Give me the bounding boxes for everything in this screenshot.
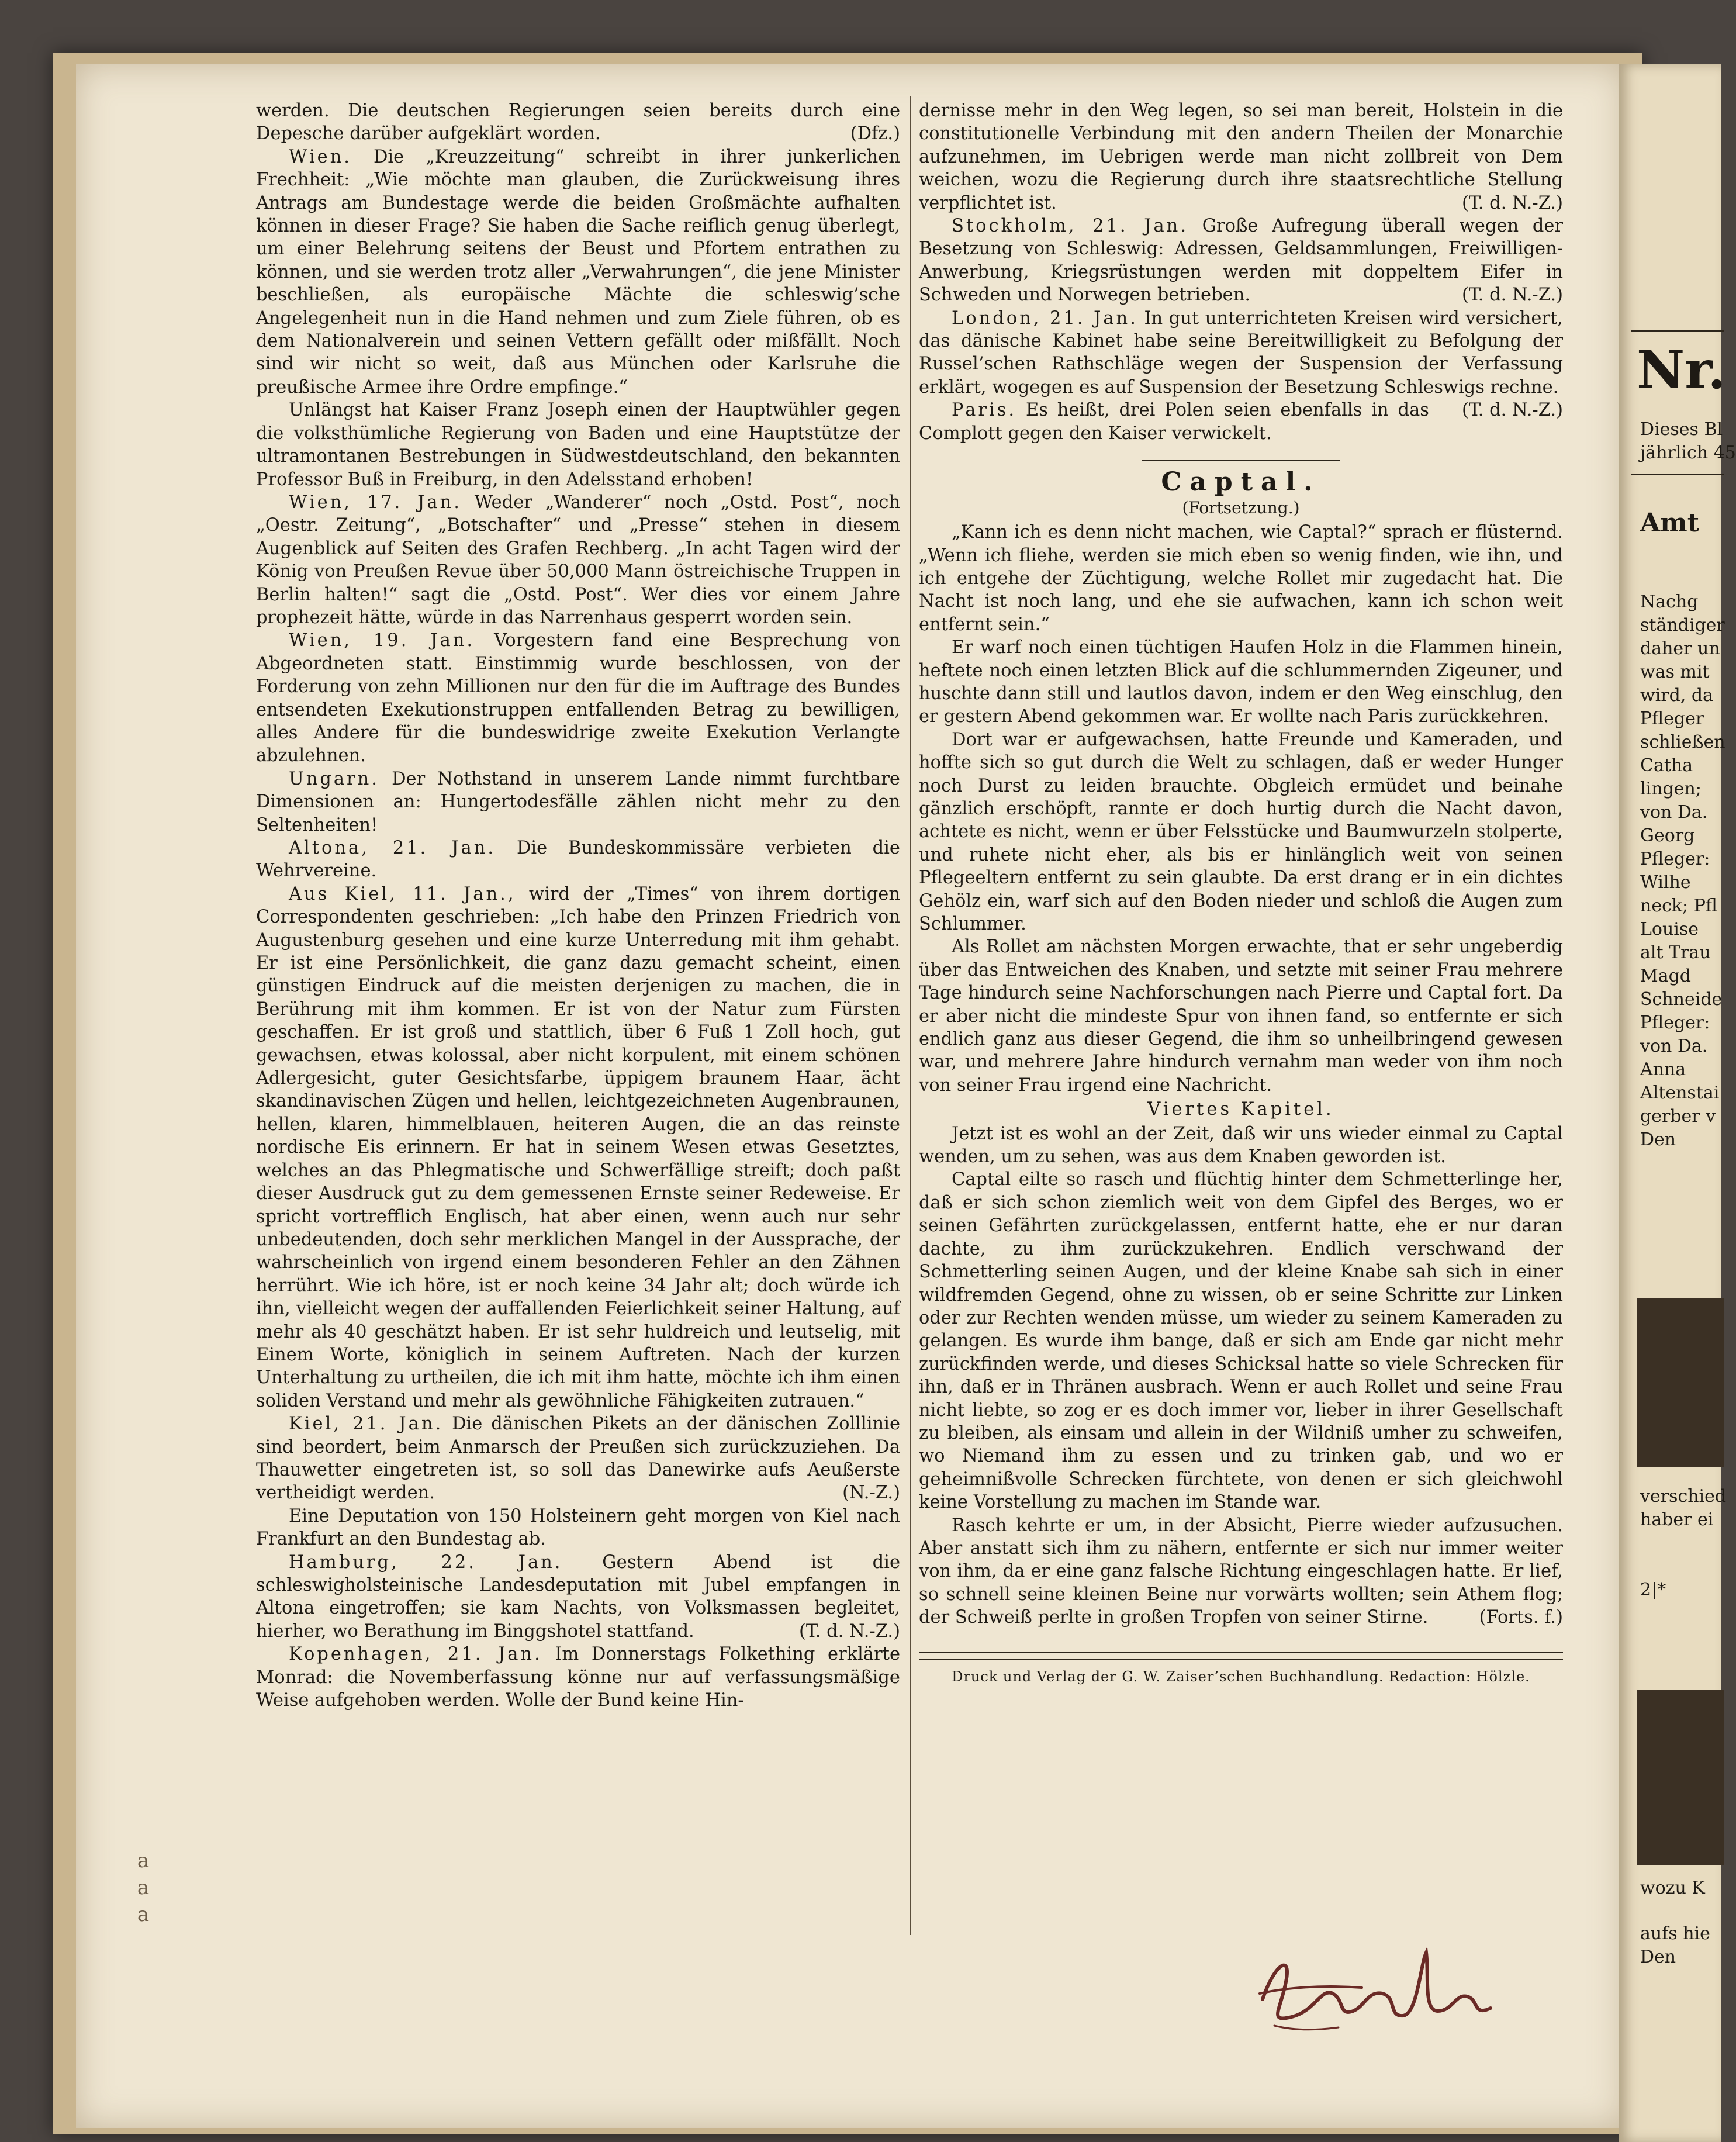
heading-rule [1142, 460, 1340, 461]
source-tag: (Dfz.) [850, 123, 900, 144]
news-paragraph: Wien, 19. Jan. Vorgestern fand eine Besprechung von Abgeordneten statt. Einstimmig wurde beschlossen, von der Forderung von zehn Millionen nur den für die im Auftrage des Bundes entsendeten Exekutionstruppen entfallenden Betrag zu bewilligen, alles Andere für die bundeswidrige zweite Exekution Verlangte abzulehnen. [256, 630, 900, 766]
margin-mark: a [137, 1849, 150, 1872]
story-paragraph: Dort war er aufgewachsen, hatte Freunde und Kameraden, und hoffte sich so gut durch die Welt zu schlagen, daß er weder Hunger noch Durst zu leiden brauchte. Obgleich ermüdet und beinahe gänzlich erschöpft, rannte er doch hurtig durch die Nacht davon, achtete es nicht, wenn er über Felsstücke und Baumwurzeln stolperte, und ruhete nicht eher, als bis er hinlänglich weit von seinen Pflegeeltern entfernt zu sein glaubte. Da erst drang er in ein dichtes Gehölz ein, warf sich auf den Boden nieder und schloß die Augen zum Schlummer. [919, 729, 1563, 934]
news-paragraph: Aus Kiel, 11. Jan., wird der „Times“ von ihrem dortigen Correspondenten geschrieben: „Ich habe den Prinzen Friedrich von Augustenburg gesehen und eine kurze Unterredung mit ihm gehabt. Er ist eine Persönlichkeit, die ganz dazu gemacht scheint, einen günstigen Eindruck auf die meisten derjenigen zu machen, die in Berührung mit ihm kommen. Er ist von der Natur zum Fürsten geschaffen. Er ist groß und stattlich, über 6 Fuß 1 Zoll hoch, gut gewachsen, etwas kolossal, aber nicht korpulent, mit einem schönen Adlergesicht, guter Gesichtsfarbe, üppigem braunem Haar, ächt skandinavischen Zügen und hellen, leichtgezeichneten Augenbraunen, hellen, klaren, himmelblauen, heiteren Augen, die an das reinste nordische Eis erinnern. Er hat in seinem Wesen etwas Gesetztes, welches an das Phlegmatische und Schwerfällige streift; doch paßt dieser Ausdruck gut zu dem gemessenen Ernste seiner Redeweise. Er spricht vortrefflich Englisch, hat aber einen, wenn auch nur sehr unbedeutenden, doch sehr merklichen Mangel in der Aussprache, der wahrscheinlich von irgend einem besonderen Fehler an den Zähnen herrührt. Wie ich höre, ist er noch keine 34 Jahr alt; doch würde ich ihn, vielleicht wegen der auffallenden Feierlichkeit seiner Haltung, auf mehr als 40 geschätzt haben. Er ist sehr huldreich und leutselig, mit Einem Worte, königlich in seinem Auftreten. Nach der kurzen Unterhaltung zu urtheilen, die ich mit ihm hatte, möchte ich ihm einen soliden Verstand und mehr als gewöhnliche Fähigkeiten zutrauen.“ [256, 883, 900, 1411]
news-paragraph: Wien. Die „Kreuzzeitung“ schreibt in ihrer junkerlichen Frechheit: „Wie möchte man glauben, die Zurückweisung ihres Antrags am Bundestage werde die beiden Großmächte aufhalten können in dieser Frage? Sie haben die Sache reiflich genug überlegt, um einer Belehrung seitens der Beust und Pfortem entrathen zu können, und sie werden trotz aller „Verwahrungen“, die jene Minister beschließen, als europäische Mächte die schleswig’sche Angelegenheit nun in die Hand nehmen und zum Ziele führen, ob es dem Nationalverein und seinen Vettern gefällt oder mißfällt. Noch sind wir nicht so weit, daß aus München oder Karlsruhe die preußische Armee ihre Ordre empfinge.“ [256, 146, 900, 398]
dateline: Kiel, 21. Jan. [289, 1414, 444, 1435]
story-paragraph: Jetzt ist es wohl an der Zeit, daß wir uns wieder einmal zu Captal wenden, um zu sehen, was aus dem Knaben geworden ist. [919, 1123, 1563, 1167]
news-paragraph: Hamburg, 22. Jan. Gestern Abend ist die schleswigholsteinische Landesdeputation mit Jubel empfangen in Altona eingetroffen; sie kam Nachts, von Volksmassen begleitet, hierher, wo Berathung im Binggshotel stattfand. (T. d. N.-Z.) [256, 1551, 900, 1643]
dateline: Wien. [289, 146, 352, 167]
next-page-edge [1619, 64, 1736, 2142]
np-issue-number: Nr. [1637, 339, 1726, 401]
middle-column [919, 99, 1563, 1685]
dateline: Hamburg, 22. Jan. [289, 1552, 563, 1573]
news-paragraph: Unlängst hat Kaiser Franz Joseph einen der Hauptwühler gegen die volksthümliche Regierung von Baden und eine Hauptstütze der ultramontanen Bestrebungen in Südwestdeutschland, den bekannten Professor Buß in Freiburg, in den Adelsstand erhoben! [256, 400, 900, 490]
np-rule [1631, 474, 1724, 475]
dateline: London, 21. Jan. [952, 308, 1138, 329]
story-title: Captal. [1161, 467, 1321, 498]
dateline: Stockholm, 21. Jan. [952, 216, 1189, 237]
news-paragraph: Wien, 17. Jan. Weder „Wanderer“ noch „Ostd. Post“, noch „Oestr. Zeitung“, „Botschafter“ und „Presse“ stehen in diesem Augenblick auf Seiten des Grafen Rechberg. „In acht Tagen wird der König von Preußen Revue über 50,000 Mann östreichische Truppen in Berlin halten!“ sagt die „Ostd. Post“. Wer dies vor einem Jahre prophezeit hätte, würde in das Narrenhaus gesperrt worden sein. [256, 492, 901, 628]
np-text-lines: Nachg ständiger daher un was mit wird, da Pfleger schließen Catha lingen; von Da. Georg Pfleger: Wilhe neck; Pfl Louise alt Trau Magd Schneide Pfleger: von Da. Anna Altenstai gerber v Den [1640, 592, 1725, 1150]
story-heading [919, 460, 1563, 519]
margin-mark: a [137, 1903, 150, 1926]
news-paragraph: Kiel, 21. Jan. Die dänischen Pikets an der dänischen Zolllinie sind beordert, beim Anmarsch der Preußen sich zurückzuziehen. Da Thauwetter eingetreten ist, so soll das Danewirke aufs Aeußerste vertheidigt werden. (N.-Z.) [256, 1412, 900, 1505]
margin-marks [132, 1847, 155, 1928]
np-header-text: Dieses Bl jährlich 45 [1640, 419, 1736, 463]
np-text-lines-bottom: wozu K aufs hie Den [1640, 1878, 1710, 1967]
np-woodcut-image [1637, 1690, 1724, 1865]
footer-rule [919, 1652, 1563, 1653]
story-paragraph: Rasch kehrte er um, in der Absicht, Pierre wieder aufzusuchen. Aber anstatt sich ihm zu nähern, entfernte er sich nur immer weiter von ihm, da er eine ganz falsche Richtung eingeschlagen hatte. Er lief, so schnell seine kleinen Beine nur vorwärts wollten; sein Athem flog; der Schweiß perlte in großen Tropfen von seiner Stirne. (Forts. f.) [919, 1514, 1563, 1629]
np-rule [1631, 330, 1724, 332]
news-paragraph: London, 21. Jan. In gut unterrichteten Kreisen wird versichert, das dänische Kabinet habe seine Bereitwilligkeit zu Befolgung der Russel’schen Rathschläge wegen der Suspension der Verfassung erklärt, wogegen es auf Suspension der Besetzung Schleswigs rechne. (T. d. N.-Z.) [919, 307, 1563, 399]
story-subtitle: (Fortsetzung.) [1182, 498, 1300, 518]
news-paragraph: Paris. Es heißt, drei Polen seien ebenfalls in das Complott gegen den Kaiser verwickelt. [919, 400, 1429, 444]
left-column [256, 99, 900, 1712]
imprint-line: Druck und Verlag der G. W. Zaiser’schen Buchhandlung. Redaction: Hölzle. [952, 1668, 1530, 1685]
source-tag: (T. d. N.-Z.) [1461, 400, 1563, 421]
source-tag: (T. d. N.-Z.) [1461, 192, 1563, 213]
handwritten-signature [1251, 1929, 1508, 2040]
story-paragraph: „Kann ich es denn nicht machen, wie Captal?“ sprach er flüsternd. „Wenn ich fliehe, werden sie mich eben so wenig finden, wie ihn, und ich entgehe der Züchtigung, welche Rollet mir zugedacht hat. Die Nacht ist noch lang, und ehe sie aufwachen, kann ich schon weit entfernt sein.“ [919, 522, 1563, 635]
dateline: Paris. [952, 400, 1017, 421]
news-paragraph: Ungarn. Der Nothstand in unserem Lande nimmt furchtbare Dimensionen an: Hungertodesfälle zählen nicht mehr zu den Seltenheiten! [256, 768, 900, 835]
dateline: Altona, 21. Jan. [289, 838, 496, 858]
dateline: Ungarn. [289, 768, 379, 789]
np-text-lines-lower: verschied haber ei [1640, 1486, 1727, 1530]
np-number-mark: 2|* [1640, 1580, 1666, 1600]
news-paragraph: Eine Deputation von 150 Holsteinern geht morgen von Kiel nach Frankfurt an den Bundestag ab. [256, 1505, 900, 1550]
source-tag: (T. d. N.-Z.) [798, 1621, 900, 1642]
news-paragraph: werden. Die deutschen Regierungen seien bereits durch eine Depesche darüber aufgeklärt worden. (Dfz.) [256, 99, 900, 146]
news-paragraph: Kopenhagen, 21. Jan. Im Donnerstags Folkething erklärte Monrad: die Novemberfassung könne nur auf verfassungsmäßige Weise aufgehoben werden. Wolle der Bund keine Hin- [256, 1644, 900, 1711]
dateline: Wien, 17. Jan. [289, 492, 462, 513]
footer-rule-thin [919, 1659, 1563, 1660]
source-tag: (T. d. N.-Z.) [1461, 285, 1563, 306]
news-paragraph: dernisse mehr in den Weg legen, so sei man bereit, Holstein in die constitutionelle Verbindung mit den andern Theilen der Monarchie aufzunehmen, im Uebrigen werde man nicht zollbreit von Dem weichen, wozu die Regierung durch ihre staatsrechtliche Stellung verpflichtet ist. (T. d. N.-Z.) [919, 99, 1563, 215]
source-tag: (N.-Z.) [842, 1483, 900, 1504]
margin-mark: a [137, 1876, 150, 1899]
story-paragraph: Als Rollet am nächsten Morgen erwachte, that er sehr ungeberdig über das Entweichen des Knaben, und setzte mit seiner Frau mehrere Tage hindurch seine Nachforschungen nach Pierre und Captal fort. Da er aber nicht die mindeste Spur von ihnen fand, so entfernte er sich endlich ganz aus dieser Gegend, die ihm so unheilbringend gewesen war, und mehrere Jahre hindurch vernahm man weder von ihm noch von seiner Frau irgend eine Nachricht. [919, 937, 1563, 1096]
chapter-heading: Viertes Kapitel. [1147, 1099, 1334, 1120]
story-paragraph: Captal eilte so rasch und flüchtig hinter dem Schmetterlinge her, daß er sich schon ziemlich weit von dem Gipfel des Berges, wo er seinen Gefährten zurückgelassen, entfernt hatte, ehe er nur daran dachte, zu ihm zurückzukehren. Endlich verschwand der Schmetterling seinen Augen, und der kleine Knabe sah sich in einer wildfremden Gegend, ohne zu wissen, ob er seine Schritte zur Linken oder zur Rechten wenden müsse, um wieder zu seinem Kameraden zu gelangen. Es wurde ihm bange, daß er sich am Ende gar nicht mehr zurückfinden werde, und dieses Schicksal hatte so viele Schrecken für ihn, daß er in Thränen ausbrach. Wenn er auch Rollet und seine Frau nicht liebte, so zog er es doch immer vor, lieber in ihrer Gesellschaft zu bleiben, als einsam und allein in der Wildniß umher zu schweifen, wo Niemand ihm zu essen und zu trinken gab, und wo er geheimnißvolle Schrecken fürchtete, von denen er sich gleichwohl keine Vorstellung zu machen im Stande war. [919, 1169, 1563, 1513]
column-divider [910, 96, 911, 1935]
dateline: Aus Kiel, 11. Jan., [289, 883, 516, 904]
dateline: Wien, 19. Jan. [289, 630, 475, 651]
np-section: Amt [1640, 508, 1700, 538]
news-paragraph: Altona, 21. Jan. Die Bundeskommissäre verbieten die Wehrvereine. [256, 838, 900, 882]
news-paragraph: Stockholm, 21. Jan. Große Aufregung überall wegen der Besetzung von Schleswig: Adressen, Geldsammlungen, Freiwilligen-Anwerbung, Kriegsrüstungen werden mit doppeltem Eifer in Schweden und Norwegen betrieben. (T. d. N.-Z.) [919, 215, 1563, 307]
story-paragraph: Er warf noch einen tüchtigen Haufen Holz in die Flammen hinein, heftete noch einen letzten Blick auf die schlummernden Zigeuner, und huschte dann still und lautlos davon, indem er den Weg einschlug, den er gestern Abend gekommen war. Er wollte nach Paris zurückkehren. [919, 637, 1563, 727]
continuation-note: (Forts. f.) [1479, 1607, 1563, 1628]
np-woodcut-image [1637, 1298, 1724, 1467]
dateline: Kopenhagen, 21. Jan. [289, 1644, 542, 1665]
